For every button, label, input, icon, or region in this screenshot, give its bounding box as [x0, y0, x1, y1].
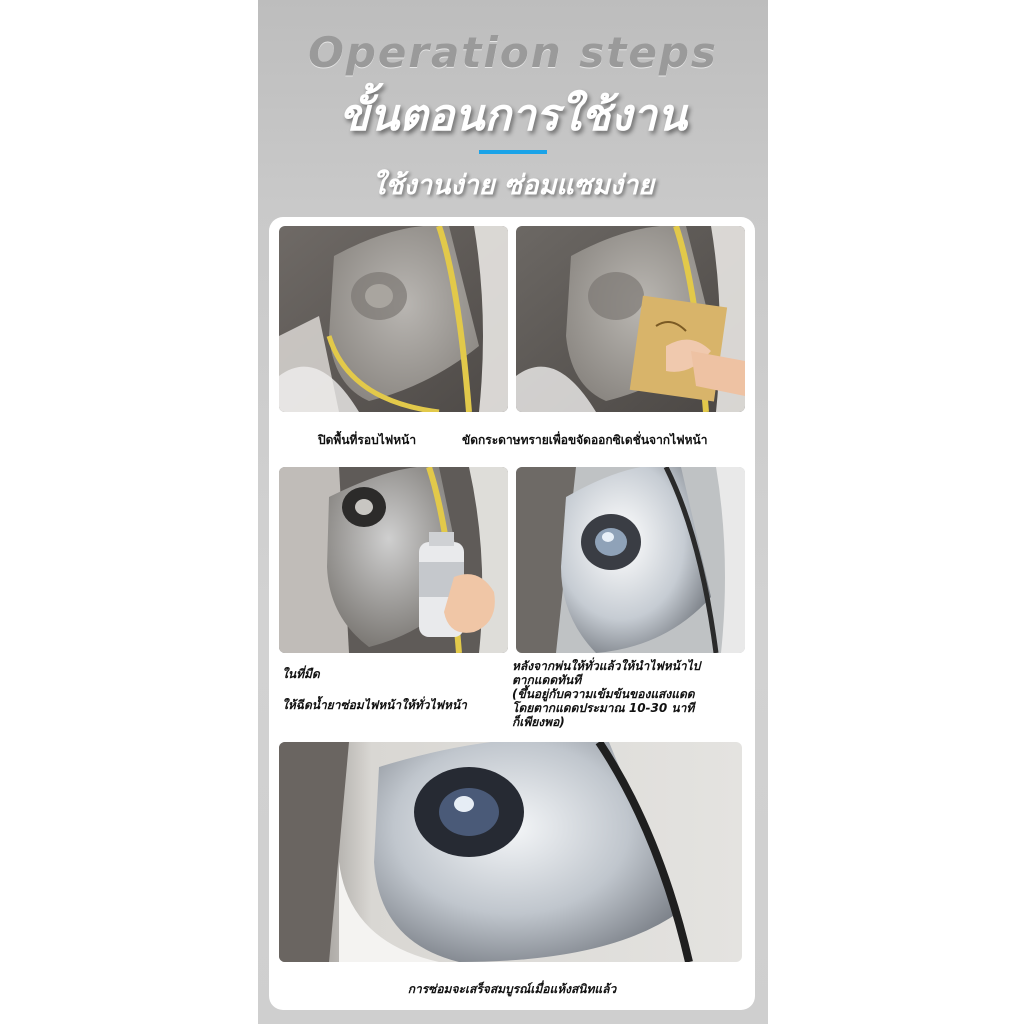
step-2-caption: ขัดกระดาษทรายเพื่อขจัดออกซิเดชั่นจากไฟหน้า	[462, 433, 708, 447]
step-4-caption-line-3: (ขึ้นอยู่กับความเข้มข้นของแสงแดด	[512, 687, 695, 701]
step-4-caption-line-5: ก็เพียงพอ)	[512, 715, 565, 729]
step-5-caption: การซ่อมจะเสร็จสมบูรณ์เมื่อแห้งสนิทแล้ว	[407, 982, 617, 996]
step-1-caption: ปิดพื้นที่รอบไฟหน้า	[318, 433, 417, 447]
step-3-caption-line-2: ให้ฉีดน้ำยาซ่อมไฟหน้าให้ทั่วไฟหน้า	[282, 698, 467, 712]
title-thai: ขั้นตอนการใช้งาน	[339, 90, 687, 141]
accent-divider	[479, 150, 547, 154]
step-4-caption-line-2: ตากแดดทันที	[512, 673, 582, 687]
step-4-caption-line-4: โดยตากแดดประมาณ 10-30 นาที	[512, 701, 695, 715]
title-english: Operation steps	[308, 28, 718, 77]
step-5-photo	[279, 742, 742, 962]
step-1-photo	[279, 226, 508, 412]
step-3-caption-line-1: ในที่มืด	[282, 667, 320, 681]
step-3-photo	[279, 467, 508, 653]
step-4-photo	[516, 467, 745, 653]
step-4-caption-line-1: หลังจากพ่นให้ทั่วแล้วให้นำไฟหน้าไป	[512, 659, 701, 673]
subtitle: ใช้งานง่าย ซ่อมแซมง่าย	[372, 170, 654, 201]
step-2-photo	[516, 226, 745, 412]
step-4-caption	[512, 659, 772, 729]
